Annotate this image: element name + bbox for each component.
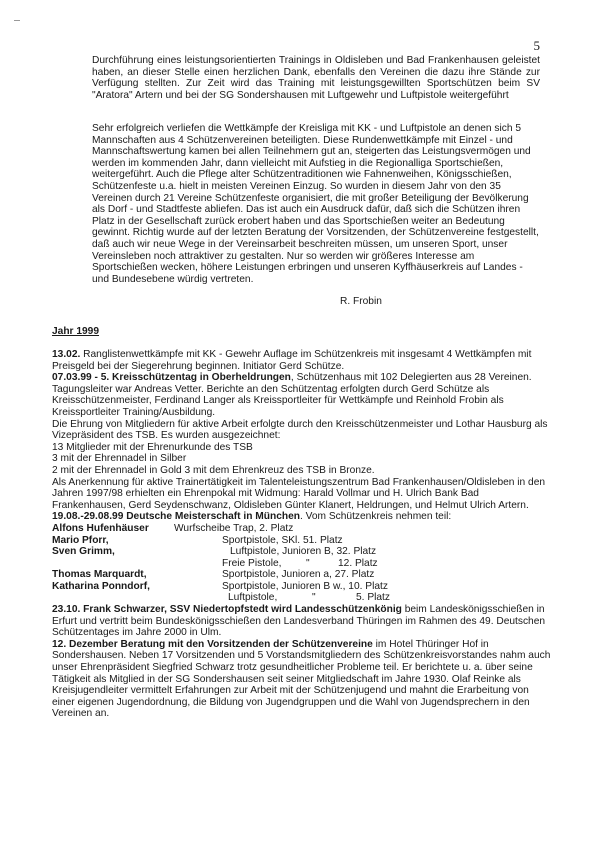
ditto-mark: " bbox=[306, 557, 310, 569]
ditto-mark: " bbox=[312, 592, 316, 604]
participant-place: 5. Platz bbox=[356, 592, 390, 604]
entry-meisterschaft bbox=[52, 511, 552, 523]
entry-text: Ranglistenwettkämpfe mit KK - Gewehr Auflage im Schützenkreis mit insgesamt 4 Wettkämpfen mit Preisgeld bei der Siegerehrung beginnen. Initiator Gerd Schütze. bbox=[52, 349, 532, 372]
entry-ranglisten bbox=[52, 349, 552, 372]
result-row bbox=[52, 581, 552, 593]
entry-text: beim Landeskönigsschießen in Erfurt und vertritt beim Bundeskönigsschießen den Landesverband Thüringen im Rahmen des 49. Deutschen Schützentages im Jahre 2000 in Ulm. bbox=[52, 604, 546, 639]
honor-intro: Die Ehrung von Mitgliedern für aktive Arbeit erfolgte durch den Kreisschützenmeister und Lothar Hausburg als Vizepräsident des TSB. Es wurden ausgezeichnet: bbox=[52, 418, 548, 442]
result-row bbox=[52, 523, 552, 535]
year-1999-entries bbox=[52, 349, 552, 720]
honor-line: 13 Mitglieder mit der Ehrenurkunde des TSB bbox=[52, 441, 253, 453]
participant-discipline: Luftpistole, bbox=[228, 592, 278, 604]
participant-name: Thomas Marquardt, bbox=[52, 569, 147, 581]
entry-date: 13.02. bbox=[52, 349, 81, 360]
entry-text: im Hotel Thüringer Hof in Sondershausen. Neben 17 Vorsitzenden und 5 Vorstandsmitgliedern des Schützenkreisvorstandes nahm auch unser Ehrenpräsident Siegfried Schwarz trotz gesundheitlicher Probleme teil. Er berichtete u. a. über seine Tätigkeit als Mitglied in der SG Sondershausen seit seiner Mitgliedschaft im Jahre 1930. Olaf Reinke als Kreisjugendleiter vermittelt Erfahrungen zur Arbeit mit der Schützenjugend und mahnt die Erarbeitung von einer eigenen Jugendordnung, die Bildung von Jugendgruppen und die Wahl von Jugendsprechern in den Vereinen an. bbox=[52, 638, 551, 720]
result-row bbox=[52, 535, 552, 547]
entry-beratung bbox=[52, 639, 552, 720]
participant-place: 12. Platz bbox=[338, 557, 378, 569]
participant-result: Sportpistole, SKl. 51. Platz bbox=[222, 534, 343, 546]
participant-name: Alfons Hufenhäuser bbox=[52, 522, 149, 534]
entry-landesschuetzenkoenig bbox=[52, 604, 552, 639]
entry-kreisschuetzentag bbox=[52, 372, 552, 418]
entry-heading: 07.03.99 - 5. Kreisschützentag in Oberheldrungen bbox=[52, 372, 291, 384]
entry-heading: 12. Dezember Beratung mit den Vorsitzenden der Schützenvereine bbox=[52, 638, 373, 650]
participant-name: Mario Pforr, bbox=[52, 534, 109, 546]
participant-result: Sportpistole, Junioren B w., 10. Platz bbox=[222, 580, 388, 592]
year-heading: Jahr 1999 bbox=[52, 326, 100, 337]
entry-text: , Schützenhaus mit 102 Delegierten aus 28 Vereinen. Tagungsleiter war Andreas Vetter. Berichte an den Schützentag erfolgten durch Gerd Schütze als Kreisschützenmeister, Ferdinand Langer als Kreissportleiter für Wettkämpfe und Reinhold Frobin als Kreissportleiter Training/Ausbildung. bbox=[52, 372, 532, 418]
participant-name: Katharina Ponndorf, bbox=[52, 580, 150, 592]
paragraph-training: Durchführung eines leistungsorientierten Trainings in Oldisleben und Bad Frankenhausen geleistet haben, an dieser Stelle einen herzlichen Dank, ebenfalls den Vereinen die dazu ihre Stände zur Verfügung stellten. Zur Zeit wird das Training mit leistungsgewillten Sportschützen beim SV "Aratora" Artern und bei der SG Sondershausen mit Luftgewehr und Luftpistole weitergeführt bbox=[92, 55, 540, 101]
participant-discipline: Freie Pistole, bbox=[222, 557, 282, 569]
paragraph-kreisliga: Sehr erfolgreich verliefen die Wettkämpfe der Kreisliga mit KK - und Luftpistole an denen sich 5 Mannschaften aus 4 Schützenvereinen beteiligten. Diese Rundenwettkämpfe mit Einzel - und Mannschaftswertung kamen bei allen Teilnehmern gut an, steigerten das Leistungsvermögen und werden im kommenden Jahr, dann vielleicht mit Aufstieg in die Regionalliga Sportschießen, weitergeführt. Auch die Pflege alter Schützentraditionen wie Fahnenweihen, Königsschießen, Schützenfeste u.a. hielt in meisten Vereinen Einzug. So wurden in diesem Jahr von den 35 Vereinen durch 21 Vereine Schützenfeste organisiert, die mit großer Beteiligung der Bevölkerung als Dorf - und Stadtfeste abliefen. Das ist auch ein Ausdruck dafür, daß sich die Schützen ihren Platz in der Gesellschaft zurück erobert haben und das Sportschießen weiter an Bedeutung gewinnt. Richtig wurde auf der letzten Beratung der Vorsitzenden, der Schützenvereine festgestellt, daß auch wir neue Wege in der Vereinsarbeit beschreiten müssen, um unseren Sport, unser Vereinsleben noch attraktiver zu gestalten. Nur so werden wir größeres Interesse am Sportschießen wecken, höhere Leistungen erbringen und unseren Kyffhäuserkreis auf Landes - und Bundesebene würdig vertreten. bbox=[92, 123, 539, 285]
result-row bbox=[52, 558, 552, 570]
recognition-text: Als Anerkennung für aktive Trainertätigkeit im Talenteleistungszentrum Bad Frankenhausen/Oldisleben in den Jahren 1997/98 erhielten ein Ehrenpokal mit Widmung: Harald Vollmar und H. Ulrich Bank Bad Frankenhausen, Gerd Seydenschwanz, Oldisleben Günter Klanert, Heldrungen, und Helmut Ulrich Artern. bbox=[52, 476, 546, 511]
participant-name: Sven Grimm, bbox=[52, 546, 115, 558]
result-row bbox=[52, 546, 552, 558]
participant-result: Luftpistole, Junioren B, 32. Platz bbox=[230, 546, 377, 558]
scan-mark bbox=[14, 20, 20, 21]
result-row bbox=[52, 569, 552, 581]
participant-result: Sportpistole, Junioren a, 27. Platz bbox=[222, 569, 375, 581]
page-number: 5 bbox=[533, 38, 540, 53]
honor-line: 2 mit der Ehrennadel in Gold 3 mit dem Ehrenkreuz des TSB in Bronze. bbox=[52, 464, 375, 476]
entry-heading: 19.08.-29.08.99 Deutsche Meisterschaft in München bbox=[52, 511, 300, 523]
signature: R. Frobin bbox=[340, 296, 382, 307]
participant-result: Wurfscheibe Trap, 2. Platz bbox=[174, 522, 294, 534]
honor-line: 3 mit der Ehrennadel in Silber bbox=[52, 453, 187, 465]
entry-text: . Vom Schützenkreis nehmen teil: bbox=[300, 511, 452, 523]
entry-heading: 23.10. Frank Schwarzer, SSV Niedertopfstedt wird Landesschützenkönig bbox=[52, 604, 402, 616]
result-row bbox=[52, 592, 552, 604]
